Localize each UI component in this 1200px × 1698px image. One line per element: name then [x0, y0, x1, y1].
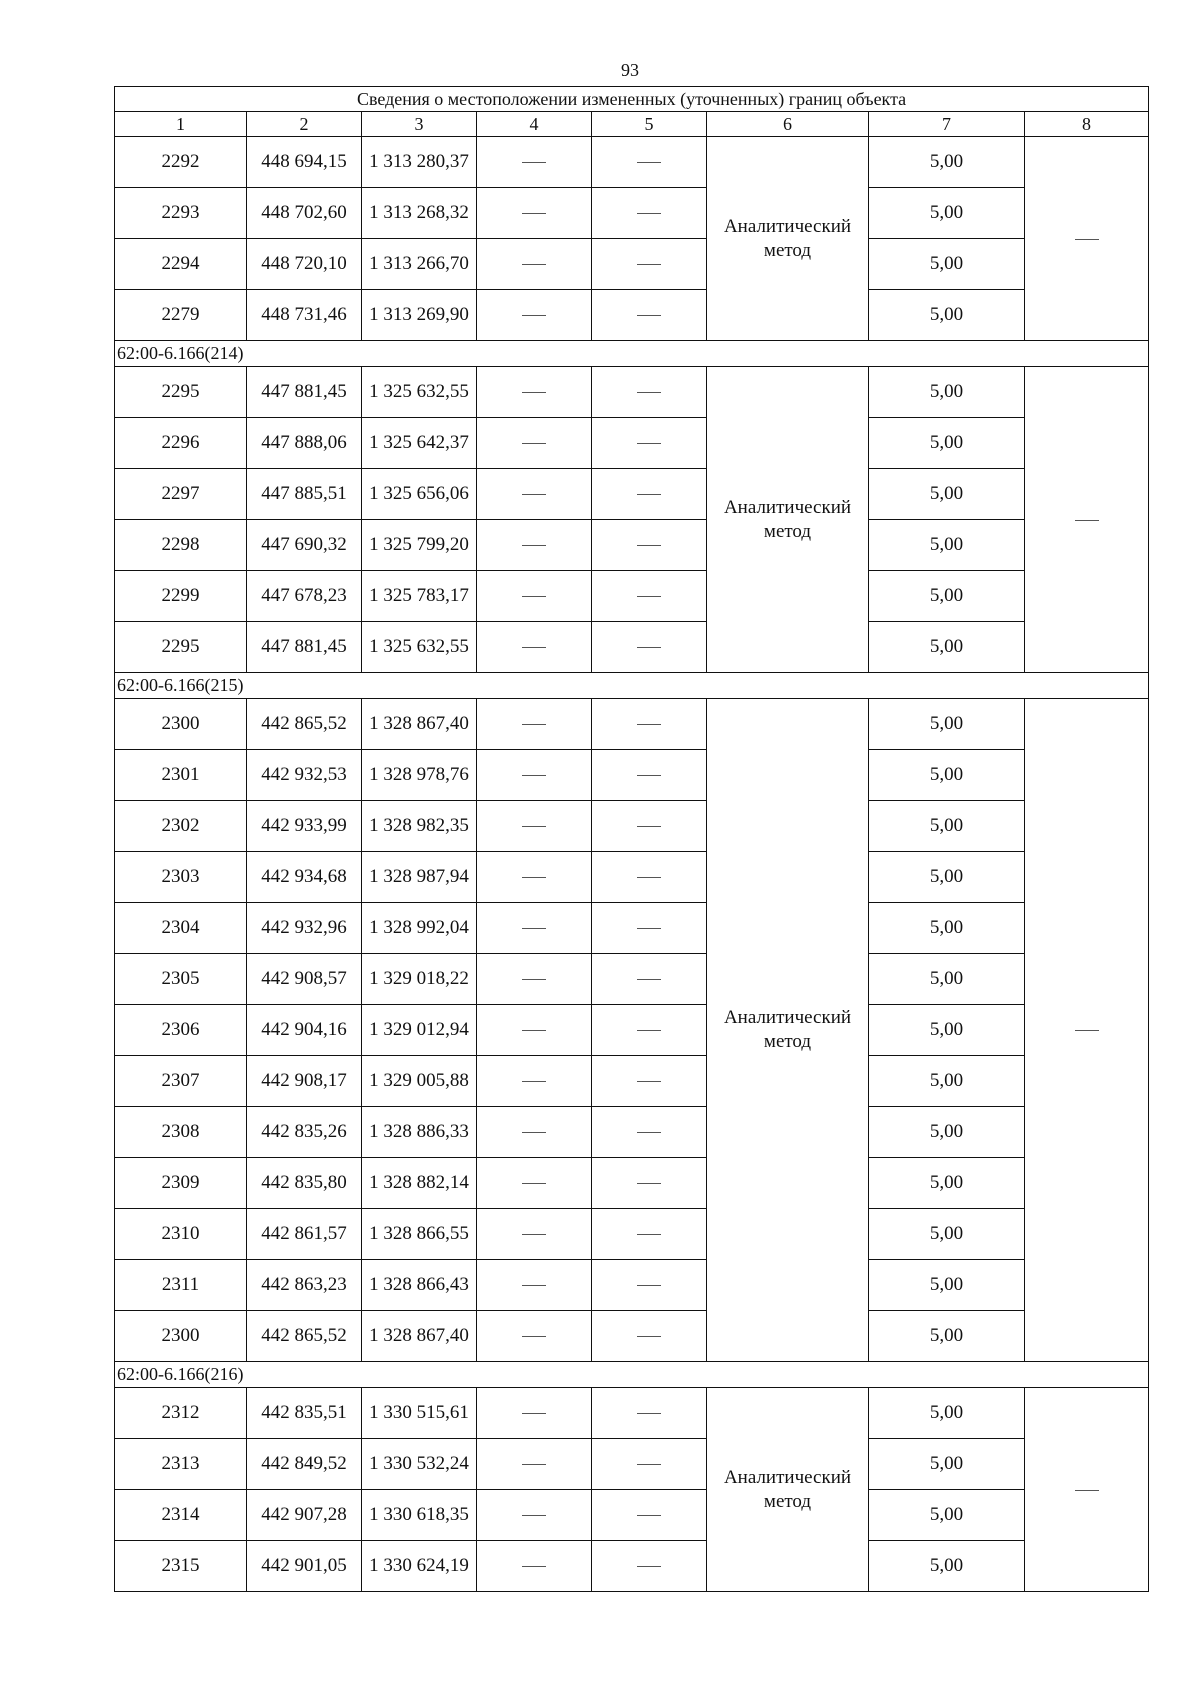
point-number-cell: 2312: [115, 1388, 247, 1439]
column-4-dash-cell: [477, 1541, 592, 1592]
table-row: [115, 1056, 1149, 1107]
point-number-cell: 2306: [115, 1005, 247, 1056]
point-number-cell: 2296: [115, 418, 247, 469]
column-4-dash-cell: [477, 1209, 592, 1260]
dash-mark: [637, 1234, 661, 1235]
dash-mark: [522, 545, 546, 546]
point-number-cell: 2304: [115, 903, 247, 954]
boundary-coordinates-table: [114, 86, 1149, 1592]
table-title: Сведения о местоположении измененных (уточненных) границ объекта: [115, 87, 1149, 112]
precision-cell: 5,00: [869, 699, 1025, 750]
column-4-dash-cell: [477, 290, 592, 341]
dash-mark: [637, 1464, 661, 1465]
point-number-cell: 2307: [115, 1056, 247, 1107]
column-4-dash-cell: [477, 1158, 592, 1209]
column-5-dash-cell: [592, 699, 707, 750]
method-cell: Аналитический метод: [707, 699, 869, 1362]
dash-mark: [522, 877, 546, 878]
point-number-cell: 2311: [115, 1260, 247, 1311]
table-row: [115, 1005, 1149, 1056]
dash-mark: [637, 596, 661, 597]
dash-mark: [522, 928, 546, 929]
coordinate-y-cell: 1 325 799,20: [362, 520, 477, 571]
table-row: [115, 699, 1149, 750]
table-row: [115, 188, 1149, 239]
coordinate-x-cell: 442 907,28: [247, 1490, 362, 1541]
table-row: [115, 1158, 1149, 1209]
coordinate-x-cell: 442 863,23: [247, 1260, 362, 1311]
column-5-dash-cell: [592, 852, 707, 903]
precision-cell: 5,00: [869, 1260, 1025, 1311]
precision-cell: 5,00: [869, 137, 1025, 188]
coordinate-x-cell: 448 720,10: [247, 239, 362, 290]
table-row: [115, 852, 1149, 903]
coordinate-x-cell: 442 849,52: [247, 1439, 362, 1490]
page-number: 93: [621, 60, 639, 80]
coordinate-y-cell: 1 330 624,19: [362, 1541, 477, 1592]
precision-cell: 5,00: [869, 571, 1025, 622]
coordinate-y-cell: 1 313 268,32: [362, 188, 477, 239]
section-label: 62:00-6.166(215): [115, 673, 1149, 699]
coordinate-x-cell: 447 888,06: [247, 418, 362, 469]
column-4-dash-cell: [477, 1260, 592, 1311]
dash-mark: [522, 315, 546, 316]
coordinate-y-cell: 1 328 867,40: [362, 1311, 477, 1362]
coordinate-x-cell: 442 932,96: [247, 903, 362, 954]
column-4-dash-cell: [477, 750, 592, 801]
dash-mark: [522, 392, 546, 393]
coordinate-y-cell: 1 325 632,55: [362, 367, 477, 418]
dash-mark: [522, 596, 546, 597]
column-4-dash-cell: [477, 1005, 592, 1056]
dash-mark: [522, 1285, 546, 1286]
table-row: [115, 954, 1149, 1005]
dash-mark: [522, 1515, 546, 1516]
column-4-dash-cell: [477, 239, 592, 290]
column-4-dash-cell: [477, 137, 592, 188]
coordinate-y-cell: 1 325 783,17: [362, 571, 477, 622]
dash-mark: [637, 1132, 661, 1133]
column-5-dash-cell: [592, 418, 707, 469]
column-number-row: [115, 112, 1149, 137]
column-5-dash-cell: [592, 520, 707, 571]
coordinate-x-cell: 448 702,60: [247, 188, 362, 239]
dash-mark: [522, 1464, 546, 1465]
point-number-cell: 2302: [115, 801, 247, 852]
column-5-dash-cell: [592, 1311, 707, 1362]
table-row: [115, 520, 1149, 571]
dash-mark: [522, 724, 546, 725]
table-row: [115, 1490, 1149, 1541]
point-number-cell: 2303: [115, 852, 247, 903]
column-5-dash-cell: [592, 954, 707, 1005]
coordinate-y-cell: 1 328 866,55: [362, 1209, 477, 1260]
precision-cell: 5,00: [869, 469, 1025, 520]
column-8-dash-cell: [1025, 1388, 1149, 1592]
precision-cell: 5,00: [869, 1490, 1025, 1541]
coordinate-y-cell: 1 313 266,70: [362, 239, 477, 290]
coordinate-y-cell: 1 325 656,06: [362, 469, 477, 520]
coordinate-x-cell: 442 932,53: [247, 750, 362, 801]
coordinate-y-cell: 1 325 642,37: [362, 418, 477, 469]
column-5-dash-cell: [592, 137, 707, 188]
precision-cell: 5,00: [869, 1311, 1025, 1362]
dash-mark: [1075, 1490, 1099, 1491]
coordinate-x-cell: 448 694,15: [247, 137, 362, 188]
dash-mark: [637, 647, 661, 648]
coordinate-x-cell: 447 690,32: [247, 520, 362, 571]
dash-mark: [637, 264, 661, 265]
table-row: [115, 469, 1149, 520]
column-4-dash-cell: [477, 699, 592, 750]
precision-cell: 5,00: [869, 1439, 1025, 1490]
column-5-dash-cell: [592, 290, 707, 341]
coordinate-x-cell: 442 901,05: [247, 1541, 362, 1592]
column-4-dash-cell: [477, 1311, 592, 1362]
point-number-cell: 2295: [115, 622, 247, 673]
coordinate-y-cell: 1 328 992,04: [362, 903, 477, 954]
point-number-cell: 2295: [115, 367, 247, 418]
dash-mark: [637, 724, 661, 725]
column-number: 4: [477, 112, 592, 137]
column-4-dash-cell: [477, 852, 592, 903]
dash-mark: [522, 443, 546, 444]
table-row: [115, 622, 1149, 673]
column-5-dash-cell: [592, 1388, 707, 1439]
dash-mark: [637, 1081, 661, 1082]
coordinate-y-cell: 1 328 982,35: [362, 801, 477, 852]
column-4-dash-cell: [477, 520, 592, 571]
column-5-dash-cell: [592, 622, 707, 673]
precision-cell: 5,00: [869, 290, 1025, 341]
precision-cell: 5,00: [869, 903, 1025, 954]
dash-mark: [637, 494, 661, 495]
table-row: [115, 801, 1149, 852]
coordinate-x-cell: 442 835,80: [247, 1158, 362, 1209]
point-number-cell: 2308: [115, 1107, 247, 1158]
table-row: [115, 367, 1149, 418]
dash-mark: [522, 264, 546, 265]
method-cell: Аналитический метод: [707, 367, 869, 673]
dash-mark: [522, 213, 546, 214]
dash-mark: [637, 443, 661, 444]
column-5-dash-cell: [592, 1209, 707, 1260]
coordinate-y-cell: 1 313 280,37: [362, 137, 477, 188]
table-row: [115, 903, 1149, 954]
dash-mark: [637, 1030, 661, 1031]
column-5-dash-cell: [592, 571, 707, 622]
dash-mark: [637, 1183, 661, 1184]
coordinate-x-cell: 442 861,57: [247, 1209, 362, 1260]
point-number-cell: 2293: [115, 188, 247, 239]
column-4-dash-cell: [477, 1490, 592, 1541]
column-5-dash-cell: [592, 1541, 707, 1592]
table-row: [115, 1209, 1149, 1260]
dash-mark: [522, 1413, 546, 1414]
precision-cell: 5,00: [869, 520, 1025, 571]
column-5-dash-cell: [592, 1439, 707, 1490]
dash-mark: [1075, 239, 1099, 240]
precision-cell: 5,00: [869, 1209, 1025, 1260]
column-5-dash-cell: [592, 1107, 707, 1158]
coordinate-x-cell: 447 881,45: [247, 367, 362, 418]
precision-cell: 5,00: [869, 239, 1025, 290]
column-5-dash-cell: [592, 239, 707, 290]
dash-mark: [637, 1285, 661, 1286]
dash-mark: [522, 1566, 546, 1567]
coordinate-y-cell: 1 330 532,24: [362, 1439, 477, 1490]
coordinate-x-cell: 442 908,57: [247, 954, 362, 1005]
coordinate-y-cell: 1 328 978,76: [362, 750, 477, 801]
table-row: [115, 290, 1149, 341]
point-number-cell: 2298: [115, 520, 247, 571]
dash-mark: [522, 1081, 546, 1082]
dash-mark: [637, 315, 661, 316]
column-4-dash-cell: [477, 418, 592, 469]
point-number-cell: 2300: [115, 699, 247, 750]
dash-mark: [1075, 1030, 1099, 1031]
dash-mark: [637, 213, 661, 214]
point-number-cell: 2314: [115, 1490, 247, 1541]
column-4-dash-cell: [477, 1056, 592, 1107]
column-5-dash-cell: [592, 367, 707, 418]
dash-mark: [637, 775, 661, 776]
dash-mark: [522, 647, 546, 648]
table-row: [115, 1107, 1149, 1158]
column-5-dash-cell: [592, 188, 707, 239]
precision-cell: 5,00: [869, 367, 1025, 418]
point-number-cell: 2305: [115, 954, 247, 1005]
column-8-dash-cell: [1025, 367, 1149, 673]
column-number: 2: [247, 112, 362, 137]
dash-mark: [637, 392, 661, 393]
column-4-dash-cell: [477, 571, 592, 622]
coordinate-y-cell: 1 330 618,35: [362, 1490, 477, 1541]
table-row: [115, 418, 1149, 469]
point-number-cell: 2313: [115, 1439, 247, 1490]
coordinate-y-cell: 1 328 987,94: [362, 852, 477, 903]
point-number-cell: 2310: [115, 1209, 247, 1260]
coordinate-x-cell: 447 678,23: [247, 571, 362, 622]
dash-mark: [522, 1183, 546, 1184]
coordinate-y-cell: 1 328 867,40: [362, 699, 477, 750]
method-cell: Аналитический метод: [707, 1388, 869, 1592]
coordinate-x-cell: 442 835,51: [247, 1388, 362, 1439]
table-row: [115, 571, 1149, 622]
precision-cell: 5,00: [869, 1158, 1025, 1209]
coordinate-y-cell: 1 329 012,94: [362, 1005, 477, 1056]
point-number-cell: 2299: [115, 571, 247, 622]
point-number-cell: 2309: [115, 1158, 247, 1209]
column-4-dash-cell: [477, 622, 592, 673]
precision-cell: 5,00: [869, 1107, 1025, 1158]
table-row: [115, 1439, 1149, 1490]
column-4-dash-cell: [477, 903, 592, 954]
column-number: 5: [592, 112, 707, 137]
dash-mark: [637, 979, 661, 980]
dash-mark: [522, 826, 546, 827]
column-number: 3: [362, 112, 477, 137]
dash-mark: [522, 1030, 546, 1031]
coordinate-y-cell: 1 313 269,90: [362, 290, 477, 341]
column-number: 1: [115, 112, 247, 137]
column-4-dash-cell: [477, 469, 592, 520]
precision-cell: 5,00: [869, 852, 1025, 903]
coordinate-x-cell: 447 881,45: [247, 622, 362, 673]
dash-mark: [637, 877, 661, 878]
column-5-dash-cell: [592, 1158, 707, 1209]
column-5-dash-cell: [592, 1005, 707, 1056]
table-row: [115, 1541, 1149, 1592]
section-label: 62:00-6.166(214): [115, 341, 1149, 367]
precision-cell: 5,00: [869, 1388, 1025, 1439]
point-number-cell: 2297: [115, 469, 247, 520]
dash-mark: [637, 1413, 661, 1414]
coordinate-y-cell: 1 329 018,22: [362, 954, 477, 1005]
table-row: [115, 1260, 1149, 1311]
coordinate-x-cell: 442 835,26: [247, 1107, 362, 1158]
point-number-cell: 2315: [115, 1541, 247, 1592]
dash-mark: [637, 1515, 661, 1516]
coordinate-y-cell: 1 325 632,55: [362, 622, 477, 673]
column-4-dash-cell: [477, 188, 592, 239]
precision-cell: 5,00: [869, 750, 1025, 801]
point-number-cell: 2300: [115, 1311, 247, 1362]
precision-cell: 5,00: [869, 1541, 1025, 1592]
dash-mark: [522, 494, 546, 495]
table-row: [115, 750, 1149, 801]
method-cell: Аналитический метод: [707, 137, 869, 341]
column-5-dash-cell: [592, 469, 707, 520]
dash-mark: [637, 928, 661, 929]
column-4-dash-cell: [477, 1439, 592, 1490]
point-number-cell: 2294: [115, 239, 247, 290]
coordinate-y-cell: 1 328 866,43: [362, 1260, 477, 1311]
precision-cell: 5,00: [869, 1056, 1025, 1107]
column-4-dash-cell: [477, 1107, 592, 1158]
coordinate-y-cell: 1 329 005,88: [362, 1056, 477, 1107]
precision-cell: 5,00: [869, 801, 1025, 852]
column-number: 6: [707, 112, 869, 137]
dash-mark: [522, 979, 546, 980]
coordinate-y-cell: 1 330 515,61: [362, 1388, 477, 1439]
coordinate-x-cell: 447 885,51: [247, 469, 362, 520]
coordinate-x-cell: 442 934,68: [247, 852, 362, 903]
column-4-dash-cell: [477, 801, 592, 852]
column-5-dash-cell: [592, 903, 707, 954]
column-5-dash-cell: [592, 801, 707, 852]
coordinate-x-cell: 442 865,52: [247, 699, 362, 750]
coordinate-y-cell: 1 328 886,33: [362, 1107, 477, 1158]
section-header-row: [115, 1362, 1149, 1388]
table-row: [115, 1388, 1149, 1439]
dash-mark: [522, 775, 546, 776]
coordinate-x-cell: 442 865,52: [247, 1311, 362, 1362]
precision-cell: 5,00: [869, 1005, 1025, 1056]
column-number: 8: [1025, 112, 1149, 137]
column-5-dash-cell: [592, 1490, 707, 1541]
dash-mark: [522, 1132, 546, 1133]
coordinate-x-cell: 448 731,46: [247, 290, 362, 341]
point-number-cell: 2301: [115, 750, 247, 801]
dash-mark: [522, 162, 546, 163]
section-header-row: [115, 341, 1149, 367]
precision-cell: 5,00: [869, 954, 1025, 1005]
precision-cell: 5,00: [869, 418, 1025, 469]
coordinate-x-cell: 442 933,99: [247, 801, 362, 852]
dash-mark: [522, 1234, 546, 1235]
section-header-row: [115, 673, 1149, 699]
dash-mark: [522, 1336, 546, 1337]
column-4-dash-cell: [477, 1388, 592, 1439]
point-number-cell: 2292: [115, 137, 247, 188]
dash-mark: [637, 826, 661, 827]
coordinate-x-cell: 442 904,16: [247, 1005, 362, 1056]
dash-mark: [1075, 520, 1099, 521]
column-4-dash-cell: [477, 954, 592, 1005]
column-5-dash-cell: [592, 1260, 707, 1311]
coordinate-x-cell: 442 908,17: [247, 1056, 362, 1107]
table-row: [115, 239, 1149, 290]
dash-mark: [637, 162, 661, 163]
dash-mark: [637, 1336, 661, 1337]
dash-mark: [637, 545, 661, 546]
point-number-cell: 2279: [115, 290, 247, 341]
section-label: 62:00-6.166(216): [115, 1362, 1149, 1388]
coordinate-y-cell: 1 328 882,14: [362, 1158, 477, 1209]
table-row: [115, 137, 1149, 188]
column-8-dash-cell: [1025, 137, 1149, 341]
column-5-dash-cell: [592, 1056, 707, 1107]
dash-mark: [637, 1566, 661, 1567]
column-4-dash-cell: [477, 367, 592, 418]
column-number: 7: [869, 112, 1025, 137]
precision-cell: 5,00: [869, 188, 1025, 239]
table-row: [115, 1311, 1149, 1362]
precision-cell: 5,00: [869, 622, 1025, 673]
column-5-dash-cell: [592, 750, 707, 801]
column-8-dash-cell: [1025, 699, 1149, 1362]
